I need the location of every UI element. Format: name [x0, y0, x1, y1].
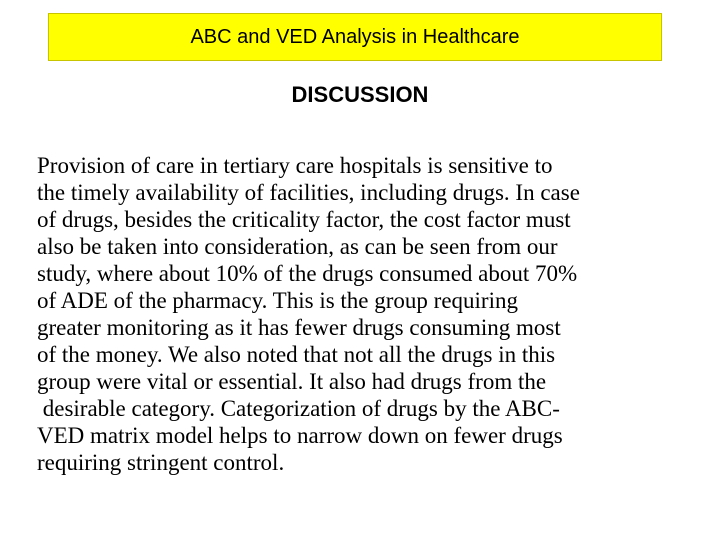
body-line-3: of drugs, besides the criticality factor, the cost factor must	[37, 207, 571, 232]
body-line-5: study, where about 10% of the drugs consumed about 70%	[37, 261, 578, 286]
body-line-12: requiring stringent control.	[37, 450, 285, 475]
body-line-7: greater monitoring as it has fewer drugs consuming most	[37, 315, 561, 340]
title-banner	[48, 13, 662, 61]
body-line-10: desirable category. Categorization of drugs by the ABC-	[37, 396, 560, 421]
body-line-4: also be taken into consideration, as can be seen from our	[37, 234, 558, 259]
body-line-2: the timely availability of facilities, including drugs. In case	[37, 180, 580, 205]
body-line-8: of the money. We also noted that not all the drugs in this	[37, 342, 556, 367]
body-line-11: VED matrix model helps to narrow down on fewer drugs	[37, 423, 563, 448]
slide-title: ABC and VED Analysis in Healthcare	[190, 25, 520, 48]
discussion-body	[37, 152, 687, 476]
body-line-6: of ADE of the pharmacy. This is the group requiring	[37, 288, 518, 313]
section-heading: DISCUSSION	[291, 82, 429, 107]
body-line-1: Provision of care in tertiary care hospitals is sensitive to	[37, 153, 553, 178]
body-line-9: group were vital or essential. It also had drugs from the	[37, 369, 547, 394]
